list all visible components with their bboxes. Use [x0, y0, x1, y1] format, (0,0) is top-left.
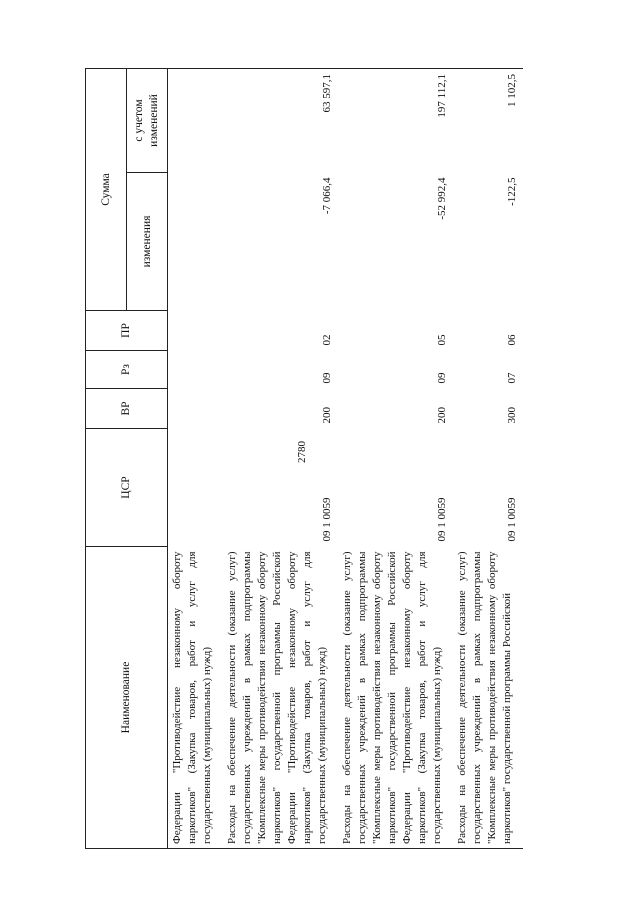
row-with-change: [168, 68, 224, 172]
budget-table-container: [85, 69, 555, 849]
budget-table: [85, 68, 523, 849]
row-with-change: 197 112,1: [338, 68, 453, 172]
header-sum: Сумма: [86, 68, 127, 310]
header-pr: ПР: [86, 311, 168, 351]
row-vr: [168, 389, 224, 429]
row-csr: [168, 429, 224, 547]
header-vr: ВР: [86, 389, 168, 429]
header-csr: ЦСР: [86, 429, 168, 547]
row-vr: 200: [321, 407, 333, 424]
row-csr: 09 1 0059: [506, 497, 518, 542]
row-change: -52 992,4: [436, 177, 448, 220]
row-change: -122,5: [506, 177, 518, 206]
row-pr: 05: [436, 334, 448, 346]
row-name: Расходы на обеспечение деятельности (оказание услуг) государственных учреждений в рамках подпрограммы "Комплексные меры противодействия незаконному обороту наркотиков" государственной программы Российской: [453, 547, 523, 849]
row-pr: 02: [321, 334, 333, 346]
row-vr: 200: [436, 407, 448, 424]
row-rz: 09: [321, 372, 333, 384]
page-number: 2780: [296, 441, 308, 463]
row-change: [168, 173, 224, 311]
table-row: [168, 68, 224, 848]
row-vr: 300: [506, 407, 518, 424]
row-change: -7 066,4: [321, 177, 333, 215]
table-header-row: [86, 68, 127, 848]
row-name: Расходы на обеспечение деятельности (оказание услуг) государственных учреждений в рамках подпрограммы "Комплексные меры противодействия незаконному обороту наркотиков" государственной программы Российской Федерации "Противодействие незаконному обороту наркотиков" (Закупка товаров, работ и услуг для государственных (муниципальных) нужд): [223, 547, 338, 849]
row-rz: [168, 351, 224, 389]
row-csr: 09 1 0059: [436, 497, 448, 542]
table-row: [223, 68, 338, 848]
row-with-change: 1 102,5: [453, 68, 523, 172]
row-rz: 07: [506, 372, 518, 384]
row-pr: [168, 311, 224, 351]
header-rz: Рз: [86, 351, 168, 389]
table-row: [338, 68, 453, 848]
row-with-change: 63 597,1: [223, 68, 338, 172]
row-name: Расходы на обеспечение деятельности (оказание услуг) государственных учреждений в рамках подпрограммы "Комплексные меры противодействия незаконному обороту наркотиков" государственной программы Российской Федерации "Противодействие незаконному обороту наркотиков" (Закупка товаров, работ и услуг для государственных (муниципальных) нужд): [338, 547, 453, 849]
table-row: [453, 68, 523, 848]
header-name: Наименование: [86, 547, 168, 849]
row-name: Федерации "Противодействие незаконному обороту наркотиков" (Закупка товаров, работ и услуг для государственных (муниципальных) нужд): [168, 547, 224, 849]
row-csr: 09 1 0059: [321, 497, 333, 542]
row-rz: 09: [436, 372, 448, 384]
row-pr: 06: [506, 334, 518, 346]
header-with-change: с учетом изменений: [127, 68, 168, 172]
header-change: изменения: [127, 173, 168, 311]
